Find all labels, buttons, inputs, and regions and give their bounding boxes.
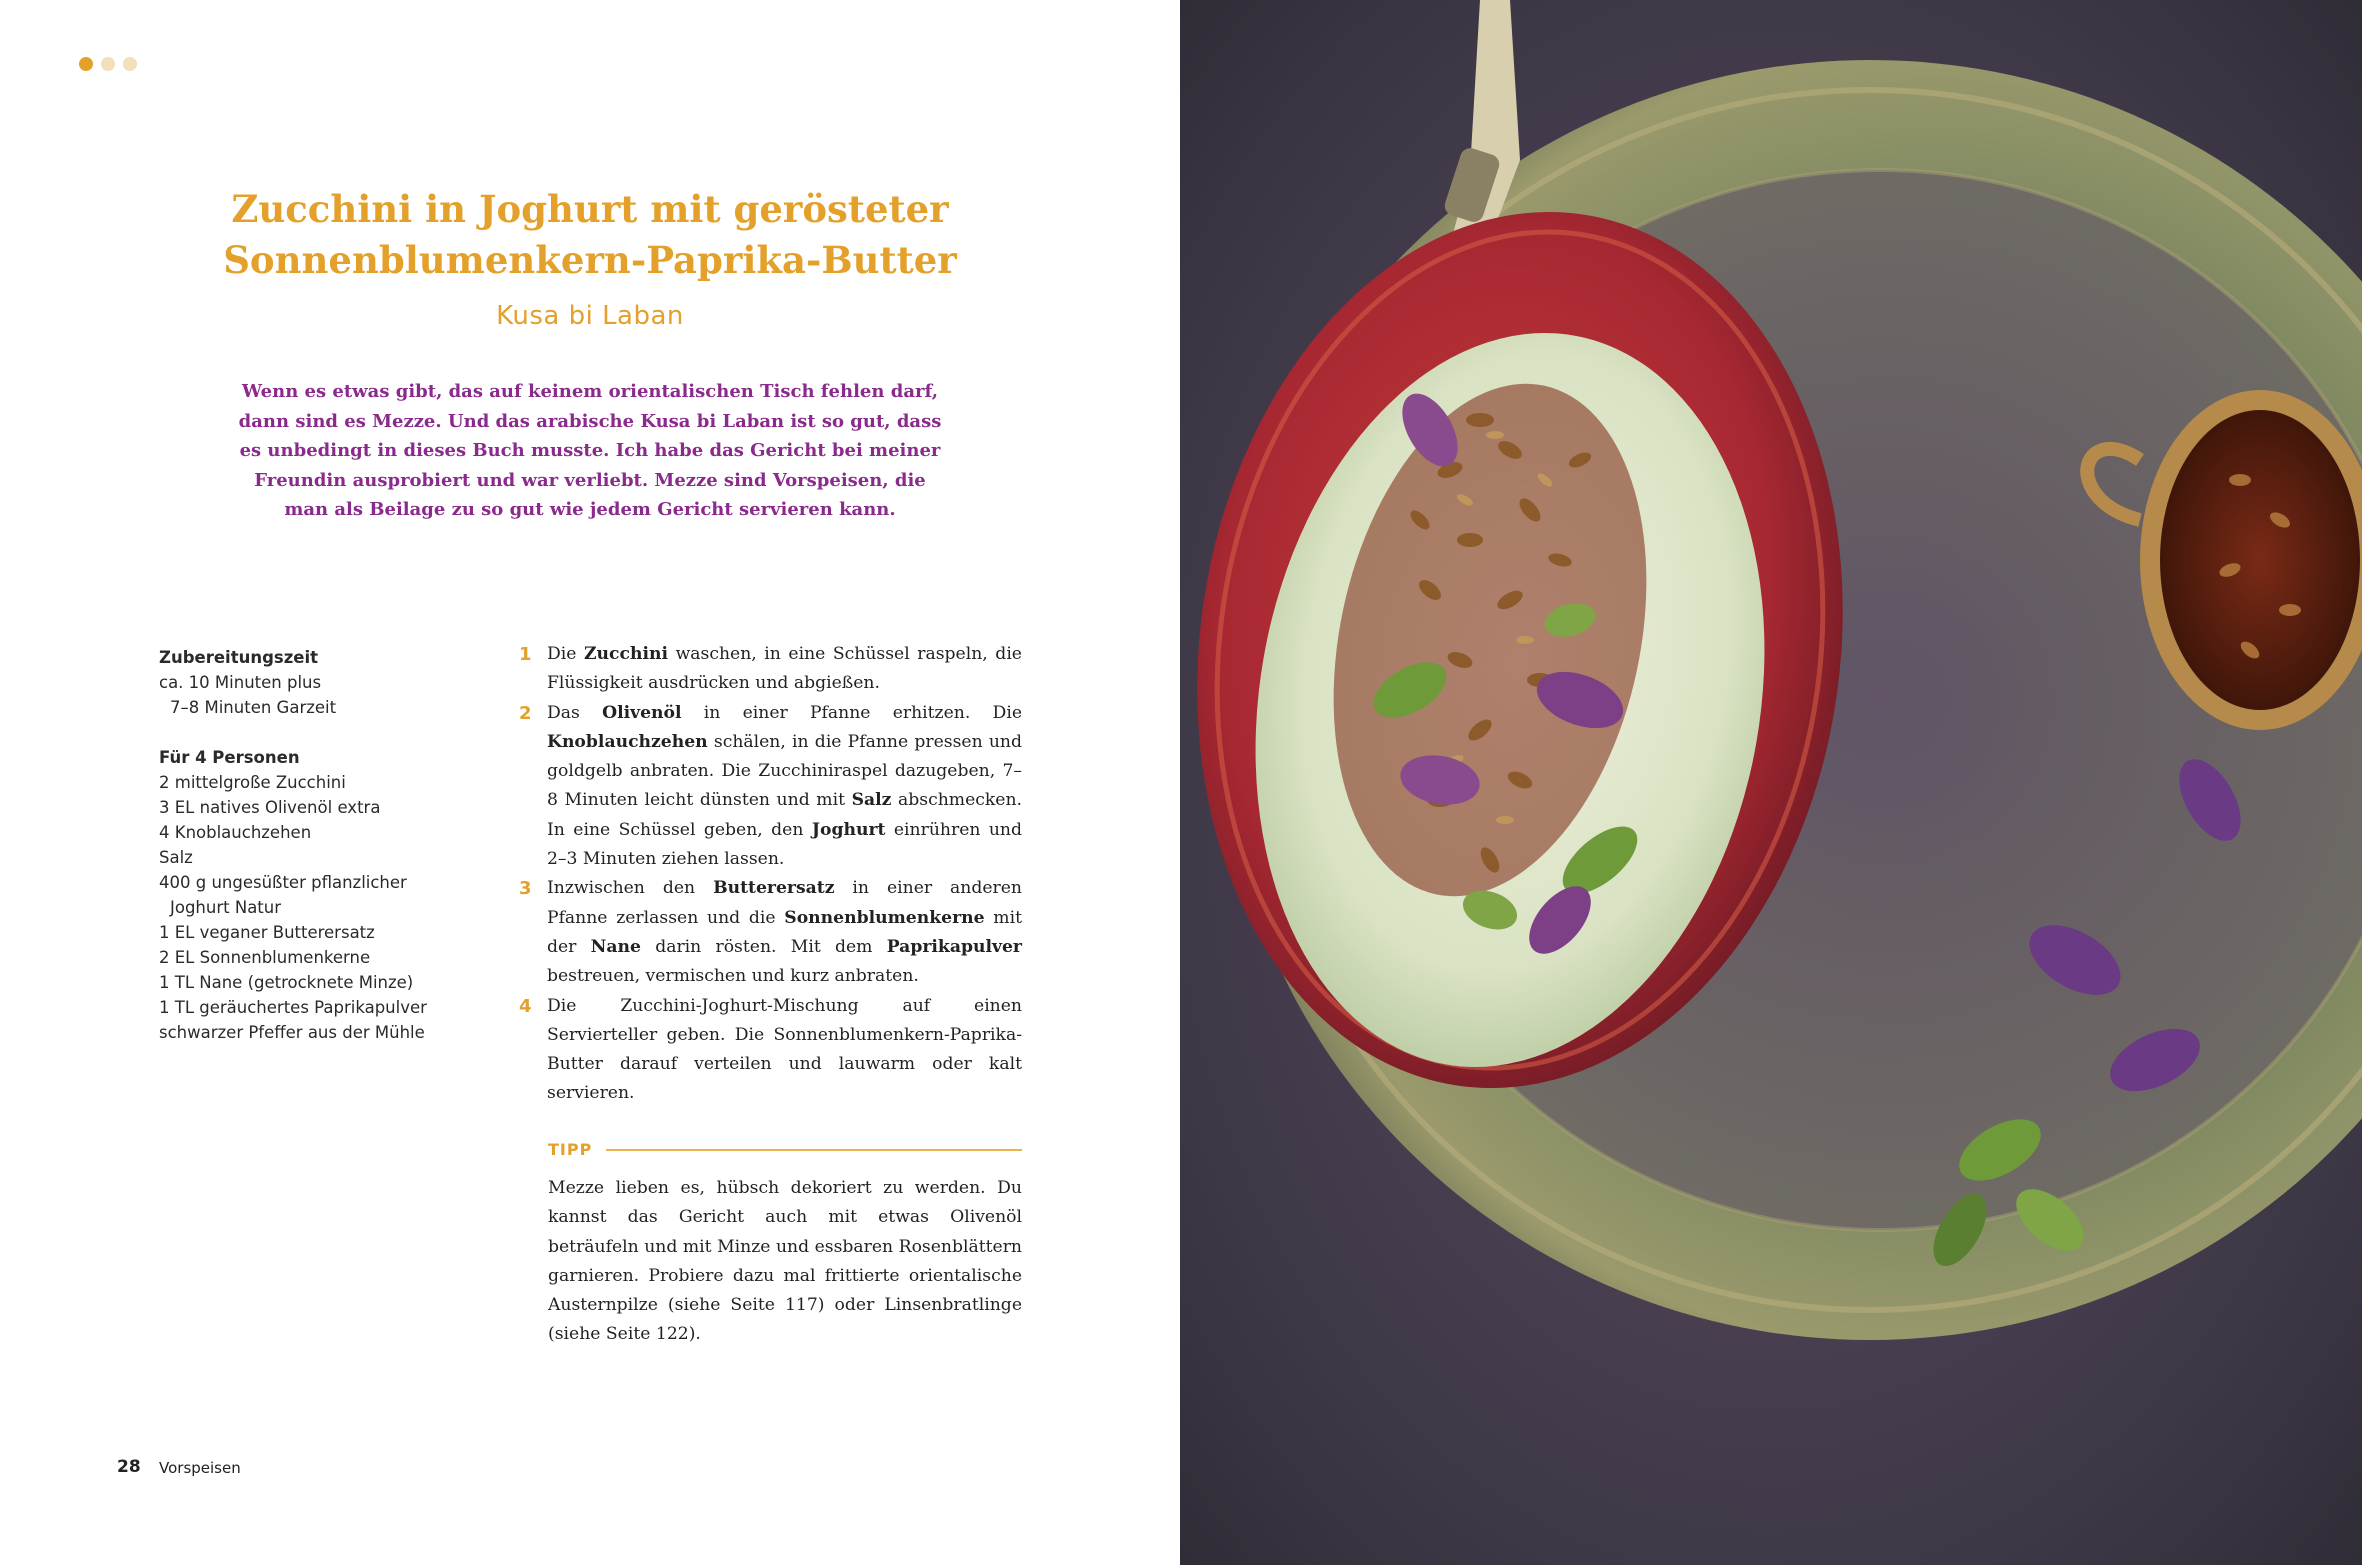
ingredient-item: Salz — [159, 848, 193, 867]
ingredient-item: schwarzer Pfeffer aus der Mühle — [159, 1023, 425, 1042]
step-2 — [519, 699, 1022, 875]
ingredient-item: 1 EL veganer Butterersatz — [159, 923, 375, 942]
step-text: Die Zucchini waschen, in eine Schüssel raspeln, die Flüssigkeit ausdrücken und abgießen. — [547, 644, 1022, 694]
title-line-2: Sonnenblumenkern-Paprika-Butter — [223, 238, 957, 282]
step-number: 2 — [519, 702, 532, 724]
ingredient-item: 1 TL geräuchertes Paprikapulver — [159, 998, 427, 1017]
section-name: Vorspeisen — [159, 1459, 241, 1477]
recipe-meta — [159, 645, 459, 1045]
tip-header — [548, 1140, 1022, 1159]
step-number: 4 — [519, 995, 532, 1017]
food-photo-illustration — [1180, 0, 2362, 1565]
tip-label: TIPP — [548, 1140, 593, 1159]
ingredient-item: 400 g ungesüßter pflanzlicher — [159, 873, 407, 892]
food-photo — [1180, 0, 2362, 1565]
step-text: Inzwischen den Butterersatz in einer anderen Pfanne zerlassen und die Sonnenblumenkerne mit der Nane darin rösten. Mit dem Paprikapulver bestreuen, vermischen und kurz anbraten. — [547, 878, 1023, 987]
step-4 — [519, 992, 1022, 1109]
tip-text: Mezze lieben es, hübsch dekoriert zu werden. Du kannst das Gericht auch mit etwas Olivenöl beträufeln und mit Minze und essbaren Rosenblättern garnieren. Probiere dazu mal frittierte orientalische Austernpilze (siehe Seite 117) oder Linsenbratlinge (siehe Seite 122). — [548, 1178, 1022, 1345]
step-text: Das Olivenöl in einer Pfanne erhitzen. Die Knoblauchzehen schälen, in die Pfanne pressen und goldgelb anbraten. Die Zucchiniraspel dazugeben, 7–8 Minuten leicht dünsten und mit Salz abschmecken. In eine Schüssel geben, den Joghurt einrühren und 2–3 Minuten ziehen lassen. — [547, 702, 1023, 870]
ingredient-item: 1 TL Nane (getrocknete Minze) — [159, 973, 414, 992]
recipe-intro: Wenn es etwas gibt, das auf keinem orientalischen Tisch fehlen darf, dann sind es Mezze. Und das arabische Kusa bi Laban ist so gut, dass es unbedingt in dieses Buch musste. Ich habe das Gericht bei meiner Freundin ausprobiert und war verliebt. Mezze sind Vorspeisen, die man als Beilage zu so gut wie jedem Gericht servieren kann. — [238, 381, 942, 520]
prep-time-value: ca. 10 Minuten plus — [159, 673, 322, 692]
ingredient-item: 2 mittelgroße Zucchini — [159, 773, 346, 792]
step-number: 1 — [519, 644, 532, 665]
dot-active — [79, 57, 93, 71]
recipe-subtitle: Kusa bi Laban — [496, 301, 684, 331]
servings-label: Für 4 Personen — [159, 748, 300, 767]
ingredient-list — [159, 770, 459, 1045]
instruction-steps — [519, 640, 1022, 1109]
prep-time-cooking: 7–8 Minuten Garzeit — [170, 698, 337, 717]
step-1 — [519, 640, 1022, 699]
title-line-1: Zucchini in Joghurt mit gerösteter — [231, 187, 949, 231]
step-number: 3 — [519, 878, 532, 900]
dot-inactive — [101, 57, 115, 71]
progress-dots — [79, 57, 137, 71]
step-3 — [519, 874, 1022, 991]
step-text: Die Zucchini-Joghurt-Mischung auf einen Servierteller geben. Die Sonnenblumenkern-Paprika-Butter darauf verteilen und lauwarm oder kalt servieren. — [547, 995, 1022, 1104]
ingredient-item: Joghurt Natur — [170, 898, 282, 917]
tip-divider — [606, 1149, 1022, 1151]
ingredient-item: 2 EL Sonnenblumenkerne — [159, 948, 371, 967]
ingredient-item: 3 EL natives Olivenöl extra — [159, 798, 381, 817]
prep-time-label: Zubereitungszeit — [159, 648, 319, 667]
left-page — [0, 0, 1180, 1565]
recipe-title — [0, 184, 1180, 286]
ingredient-item: 4 Knoblauchzehen — [159, 823, 312, 842]
page-number: 28 — [117, 1457, 141, 1477]
dot-inactive — [123, 57, 137, 71]
